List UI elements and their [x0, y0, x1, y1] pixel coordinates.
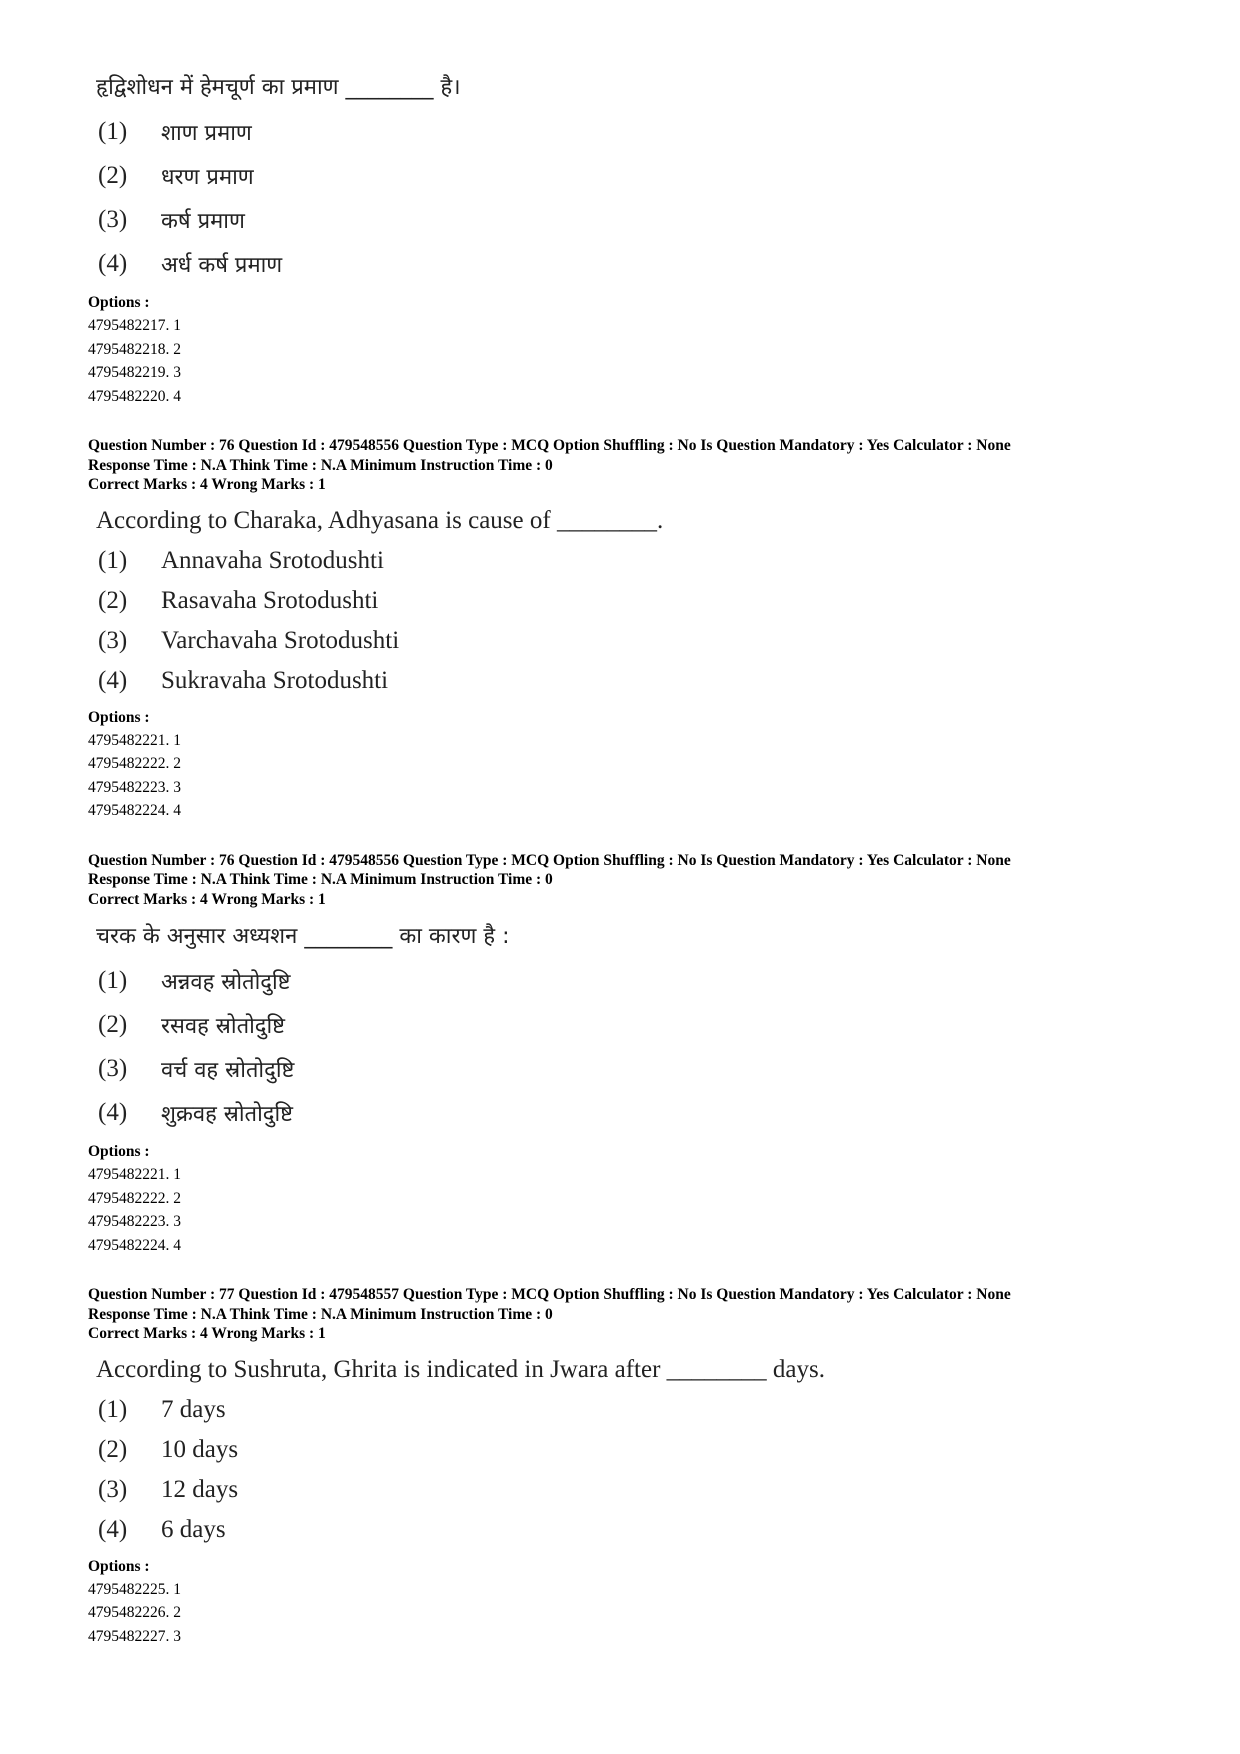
option-id: 4795482227. 3	[88, 1627, 181, 1645]
choice-number: (1)	[98, 1395, 128, 1423]
choice-number: (4)	[98, 1515, 128, 1543]
choice-text: Varchavaha Srotodushti	[161, 626, 400, 654]
choice-number: (4)	[98, 250, 128, 277]
options-label: Options :	[88, 708, 150, 726]
choice-number: (1)	[98, 967, 128, 994]
question-meta-line-2: Response Time : N.A Think Time : N.A Minimum Instruction Time : 0	[88, 1305, 553, 1323]
document-page	[88, 60, 1168, 1648]
answer-choice-3	[88, 1047, 1168, 1091]
option-id: 4795482225. 1	[88, 1580, 181, 1598]
answer-choice-3	[88, 621, 1168, 661]
choice-number: (2)	[98, 586, 128, 614]
option-id: 4795482217. 1	[88, 317, 181, 334]
choice-number: (4)	[98, 1099, 128, 1126]
choice-text: 7 days	[161, 1395, 226, 1423]
answer-choice-2	[88, 154, 1168, 198]
question-meta-line-3: Correct Marks : 4 Wrong Marks : 1	[88, 476, 326, 493]
choice-text: Annavaha Srotodushti	[161, 546, 384, 574]
answer-choice-1	[88, 959, 1168, 1003]
choice-text: कर्ष प्रमाण	[161, 209, 245, 234]
options-label: Options :	[88, 294, 150, 311]
question-block-1	[88, 66, 1168, 408]
question-meta-line-2: Response Time : N.A Think Time : N.A Minimum Instruction Time : 0	[88, 456, 553, 474]
choice-text: 6 days	[161, 1515, 226, 1543]
question-image-english	[88, 501, 1168, 701]
options-label: Options :	[88, 1557, 150, 1575]
option-id: 4795482224. 4	[88, 1236, 181, 1254]
option-id: 4795482221. 1	[88, 1166, 181, 1183]
question-stem: According to Sushruta, Ghrita is indicated in Jwara after ________ days.	[96, 1355, 825, 1383]
answer-choice-2	[88, 1003, 1168, 1047]
option-id: 4795482221. 1	[88, 731, 181, 749]
question-stem: हृद्विशोधन में हेमचूर्ण का प्रमाण ________ है।	[96, 75, 461, 100]
option-id: 4795482224. 4	[88, 802, 181, 819]
question-meta-line-1: Question Number : 76 Question Id : 479548556 Question Type : MCQ Option Shuffling : No Is Question Mandatory : Yes Calculator : None	[88, 851, 1011, 869]
question-block-4	[88, 1285, 1168, 1648]
question-meta-line-3: Correct Marks : 4 Wrong Marks : 1	[88, 890, 326, 908]
choice-text: Sukravaha Srotodushti	[161, 666, 389, 694]
answer-choice-3	[88, 198, 1168, 242]
answer-choice-4	[88, 661, 1168, 701]
choice-text: शुक्रवह स्रोतोदुष्टि	[161, 1102, 294, 1127]
option-id: 4795482223. 3	[88, 778, 181, 796]
choice-number: (3)	[98, 1475, 128, 1503]
answer-choice-1	[88, 541, 1168, 581]
choice-text: 12 days	[161, 1475, 239, 1503]
choice-text: शाण प्रमाण	[161, 121, 252, 146]
question-meta-line-3: Correct Marks : 4 Wrong Marks : 1	[88, 1325, 326, 1342]
question-stem: चरक के अनुसार अध्यशन ________ का कारण है :	[96, 924, 510, 949]
answer-choice-1	[88, 1390, 1168, 1430]
choice-number: (2)	[98, 162, 128, 189]
choice-number: (2)	[98, 1435, 128, 1463]
option-id: 4795482219. 3	[88, 364, 181, 381]
options-label: Options :	[88, 1143, 150, 1160]
answer-choice-4	[88, 1091, 1168, 1135]
option-id: 4795482223. 3	[88, 1213, 181, 1230]
choice-text: वर्च वह स्रोतोदुष्टि	[161, 1058, 295, 1083]
question-block-3	[88, 851, 1168, 1258]
question-meta-line-2: Response Time : N.A Think Time : N.A Minimum Instruction Time : 0	[88, 871, 553, 888]
option-id: 4795482220. 4	[88, 387, 181, 405]
choice-number: (3)	[98, 626, 128, 654]
question-meta-line-1: Question Number : 77 Question Id : 479548557 Question Type : MCQ Option Shuffling : No Is Question Mandatory : Yes Calculator : None	[88, 1286, 1011, 1303]
question-stem: According to Charaka, Adhyasana is cause of ________.	[96, 506, 664, 534]
question-block-2	[88, 436, 1168, 823]
choice-text: अर्ध कर्ष प्रमाण	[161, 253, 283, 278]
answer-choice-2	[88, 1430, 1168, 1470]
question-meta-line-1: Question Number : 76 Question Id : 479548556 Question Type : MCQ Option Shuffling : No Is Question Mandatory : Yes Calculator : None	[88, 437, 1011, 454]
answer-choice-4	[88, 242, 1168, 286]
choice-number: (2)	[98, 1011, 128, 1038]
choice-text: धरण प्रमाण	[161, 165, 254, 190]
choice-number: (3)	[98, 206, 128, 233]
choice-text: रसवह स्रोतोदुष्टि	[161, 1014, 286, 1039]
choice-text: Rasavaha Srotodushti	[161, 586, 379, 614]
answer-choice-1	[88, 110, 1168, 154]
choice-text: अन्नवह स्रोतोदुष्टि	[161, 970, 291, 995]
choice-number: (1)	[98, 546, 128, 574]
choice-number: (1)	[98, 118, 128, 145]
option-id: 4795482226. 2	[88, 1604, 181, 1621]
choice-number: (3)	[98, 1055, 128, 1082]
answer-choice-2	[88, 581, 1168, 621]
question-image-english	[88, 1350, 1168, 1550]
question-image-hindi	[88, 915, 1168, 1135]
option-id: 4795482218. 2	[88, 340, 181, 358]
choice-number: (4)	[98, 666, 128, 694]
question-image-hindi	[88, 66, 1168, 286]
answer-choice-3	[88, 1470, 1168, 1510]
option-id: 4795482222. 2	[88, 1189, 181, 1207]
option-id: 4795482222. 2	[88, 755, 181, 772]
answer-choice-4	[88, 1510, 1168, 1550]
choice-text: 10 days	[161, 1435, 239, 1463]
